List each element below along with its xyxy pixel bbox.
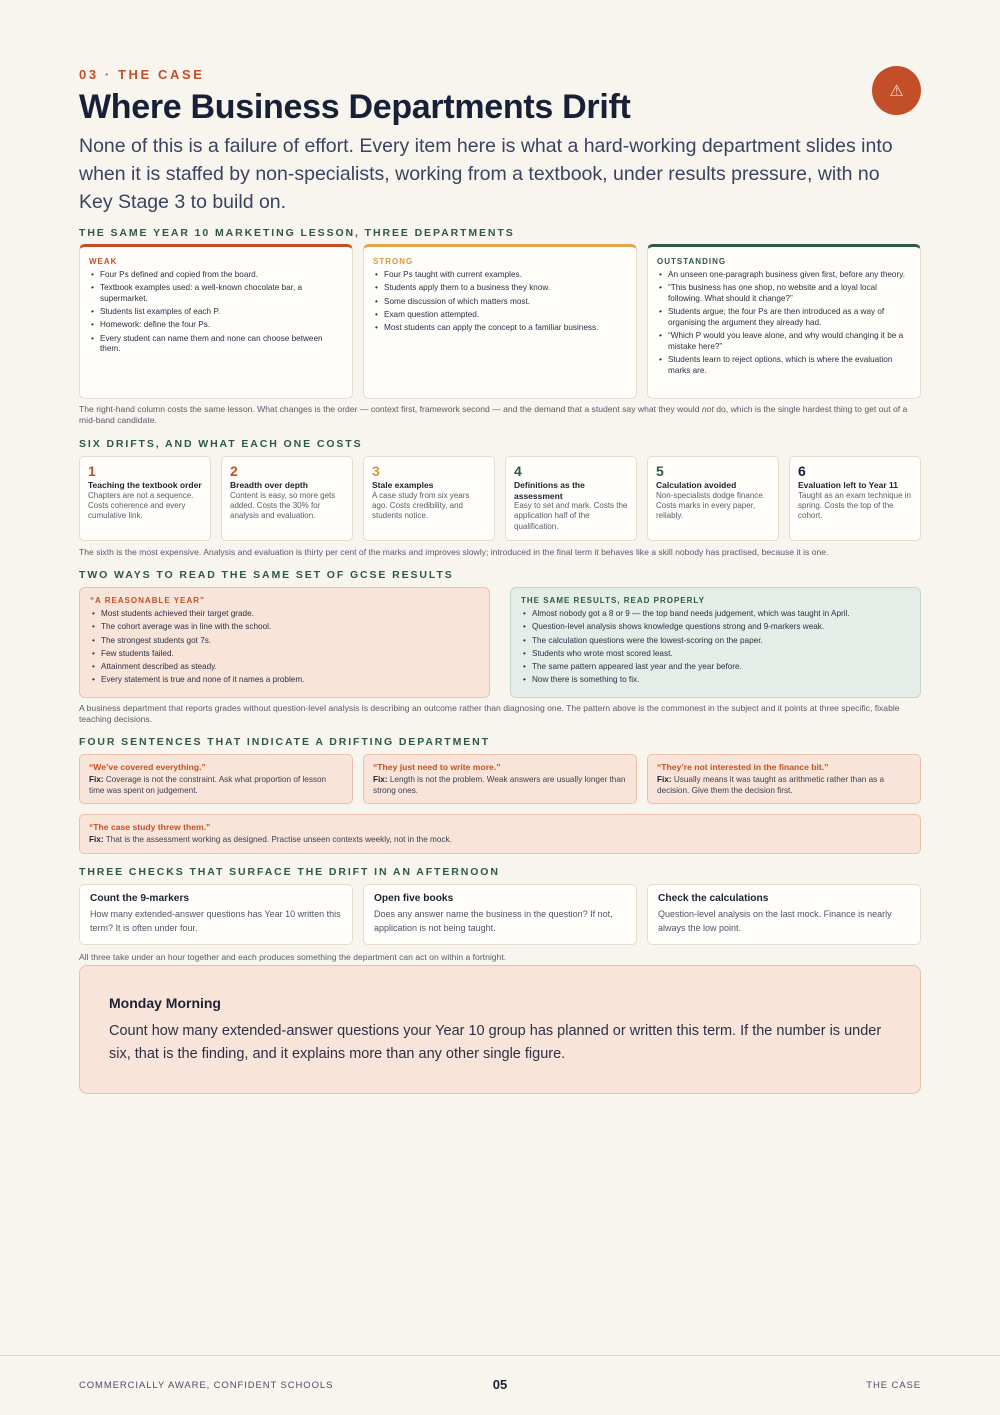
list-item: • Attainment described as steady. <box>90 662 479 673</box>
list-item: • Textbook examples used: a well-known chocolate bar, a supermarket. <box>89 283 343 304</box>
drift-number: 5 <box>656 463 664 479</box>
footer-page-number: 05 <box>492 1377 508 1392</box>
sentences-heading: FOUR SENTENCES THAT INDICATE A DRIFTING DEPARTMENT <box>79 736 490 748</box>
drift-title: Definitions as the assessment <box>514 480 585 501</box>
list-item: • Every statement is true and none of it names a problem. <box>90 675 479 686</box>
list-item: • Four Ps taught with current examples. <box>373 270 627 281</box>
check-title: Count the 9-markers <box>90 893 190 904</box>
drift-title: Calculation avoided <box>656 480 737 490</box>
list-item: • “Which P would you leave alone, and why would changing it be a mistake here?” <box>657 331 911 352</box>
drift-card <box>363 456 495 541</box>
lessons-note: The right-hand column costs the same lesson. What changes is the order — context first, framework second — and the demand that a student say what they would not do, which is the single hardest thing to get out of a mid-band candidate. <box>79 404 908 425</box>
footer-divider <box>0 1355 1000 1356</box>
sentence-fix: Fix: That is the assessment working as designed. Practise unseen contexts weekly, not in the mock. <box>89 835 452 844</box>
callout-title: Monday Morning <box>109 995 221 1011</box>
warning-badge <box>872 66 921 115</box>
drift-title: Teaching the textbook order <box>88 480 202 490</box>
check-body: Question-level analysis on the last mock. Finance is nearly always the low point. <box>658 909 892 933</box>
list-item: • “This business has one shop, no website and a loyal local following. What should it change?” <box>657 283 911 304</box>
page-title: Where Business Departments Drift <box>79 88 631 126</box>
lesson-strong-list <box>373 270 627 334</box>
sentence-quote: “They’re not interested in the finance bit.” <box>657 762 829 772</box>
drift-number: 6 <box>798 463 806 479</box>
sentence-quote: “The case study threw them.” <box>89 822 211 832</box>
list-item: • Students who wrote most scored least. <box>521 649 910 660</box>
list-item: • Exam question attempted. <box>373 310 627 321</box>
sentence-fix: Fix: Usually means it was taught as arithmetic rather than as a decision. Give them the decision first. <box>657 775 885 795</box>
drift-number: 4 <box>514 463 522 479</box>
drift-body: Chapters are not a sequence. Costs coherence and every cumulative link. <box>88 490 194 521</box>
drift-body: Non-specialists dodge finance. Costs marks in every paper, reliably. <box>656 490 765 521</box>
lesson-weak-card <box>79 244 353 399</box>
reading-list <box>521 609 910 686</box>
drifts-note: The sixth is the most expensive. Analysis and evaluation is thirty per cent of the marks and improves slowly; introduced in the final term it behaves like a skill nobody has practised, because it is one. <box>79 547 829 557</box>
sentence-fix: Fix: Length is not the problem. Weak answers are usually longer than strong ones. <box>373 775 626 795</box>
sentence-card <box>79 814 921 854</box>
check-title: Check the calculations <box>658 893 769 904</box>
drift-body: Taught as an exam technique in spring. Costs the top of the cohort. <box>798 490 911 521</box>
list-item: • Now there is something to fix. <box>521 675 910 686</box>
list-item: • Students apply them to a business they know. <box>373 283 627 294</box>
lesson-strong-label: STRONG <box>373 257 414 266</box>
monday-morning-callout <box>79 965 921 1094</box>
check-card <box>647 884 921 945</box>
check-card <box>363 884 637 945</box>
sentence-quote: “We’ve covered everything.” <box>89 762 206 772</box>
reading-list <box>90 609 479 686</box>
list-item: • Question-level analysis shows knowledge questions strong and 9-markers weak. <box>521 622 910 633</box>
check-body: How many extended-answer questions has Year 10 written this term? It is often under four. <box>90 909 341 933</box>
drift-title: Stale examples <box>372 480 434 490</box>
reading-proper <box>510 587 921 698</box>
list-item: • Almost nobody got a 8 or 9 — the top band needs judgement, which was taught in April. <box>521 609 910 620</box>
list-item: • Students argue; the four Ps are then introduced as a way of organising the argument they already had. <box>657 307 911 328</box>
sentence-card <box>363 754 637 804</box>
list-item: • An unseen one-paragraph business given first, before any theory. <box>657 270 911 281</box>
list-item: • The cohort average was in line with the school. <box>90 622 479 633</box>
sentence-card <box>79 754 353 804</box>
readings-note: A business department that reports grades without question-level analysis is describing an outcome rather than diagnosing one. The pattern above is the commonest in the subject and it points at three specific, fixable teaching decisions. <box>79 703 900 724</box>
list-item: • Four Ps defined and copied from the board. <box>89 270 343 281</box>
drift-card <box>647 456 779 541</box>
drift-body: Easy to set and mark. Costs the application half of the qualification. <box>514 501 628 531</box>
check-card <box>79 884 353 945</box>
list-item: • Few students failed. <box>90 649 479 660</box>
drift-body: A case study from six years ago. Costs credibility, and students notice. <box>372 490 470 521</box>
drift-number: 3 <box>372 463 380 479</box>
list-item: • Some discussion of which matters most. <box>373 297 627 308</box>
lesson-outstanding-list <box>657 270 911 376</box>
reading-label: “A REASONABLE YEAR” <box>90 596 206 605</box>
reading-label: THE SAME RESULTS, READ PROPERLY <box>521 596 705 605</box>
drift-number: 2 <box>230 463 238 479</box>
list-item: • Students list examples of each P. <box>89 307 343 318</box>
lede-paragraph: None of this is a failure of effort. Every item here is what a hard-working department slides into when it is staffed by non-specialists, working from a textbook, under results pressure, with no Key Stage 3 to build on. <box>79 135 893 213</box>
list-item: • Homework: define the four Ps. <box>89 320 343 331</box>
drift-card <box>79 456 211 541</box>
lessons-heading: THE SAME YEAR 10 MARKETING LESSON, THREE DEPARTMENTS <box>79 227 515 239</box>
drift-title: Breadth over depth <box>230 480 308 490</box>
drift-card <box>221 456 353 541</box>
list-item: • The calculation questions were the lowest-scoring on the paper. <box>521 636 910 647</box>
list-item: • Most students achieved their target grade. <box>90 609 479 620</box>
list-item: • Students learn to reject options, which is where the evaluation marks are. <box>657 355 911 376</box>
checks-note: All three take under an hour together and each produces something the department can act on within a fortnight. <box>79 952 507 962</box>
lesson-weak-label: WEAK <box>89 257 118 266</box>
lesson-outstanding-label: OUTSTANDING <box>657 257 727 266</box>
drift-card <box>505 456 637 541</box>
lesson-outstanding-card <box>647 244 921 399</box>
list-item: • Every student can name them and none can choose between them. <box>89 334 343 355</box>
drifts-heading: SIX DRIFTS, AND WHAT EACH ONE COSTS <box>79 438 363 450</box>
checks-heading: THREE CHECKS THAT SURFACE THE DRIFT IN AN AFTERNOON <box>79 866 500 878</box>
warning-icon: ⚠ <box>889 82 904 100</box>
reading-reasonable-year <box>79 587 490 698</box>
sentence-card <box>647 754 921 804</box>
readings-heading: TWO WAYS TO READ THE SAME SET OF GCSE RESULTS <box>79 569 454 581</box>
callout-body: Count how many extended-answer questions your Year 10 group has planned or written this term. If the number is under six, that is the finding, and it explains more than any other single figure. <box>109 1023 882 1062</box>
check-body: Does any answer name the business in the question? If not, application is not being taught. <box>374 909 613 933</box>
sentence-fix: Fix: Coverage is not the constraint. Ask what proportion of lesson time was spent on judgement. <box>89 775 327 795</box>
lesson-strong-card <box>363 244 637 399</box>
drift-number: 1 <box>88 463 96 479</box>
check-title: Open five books <box>374 893 454 904</box>
list-item: • The same pattern appeared last year and the year before. <box>521 662 910 673</box>
drift-body: Content is easy, so more gets added. Costs the 30% for analysis and evaluation. <box>230 490 336 521</box>
sentence-quote: “They just need to write more.” <box>373 762 501 772</box>
footer-section: THE CASE <box>866 1380 921 1391</box>
footer-publication: COMMERCIALLY AWARE, CONFIDENT SCHOOLS <box>79 1380 334 1391</box>
lesson-weak-list <box>89 270 343 355</box>
drift-card <box>789 456 921 541</box>
drift-title: Evaluation left to Year 11 <box>798 480 898 490</box>
list-item: • The strongest students got 7s. <box>90 636 479 647</box>
section-kicker: 03 · THE CASE <box>79 67 205 82</box>
list-item: • Most students can apply the concept to a familiar business. <box>373 323 627 334</box>
